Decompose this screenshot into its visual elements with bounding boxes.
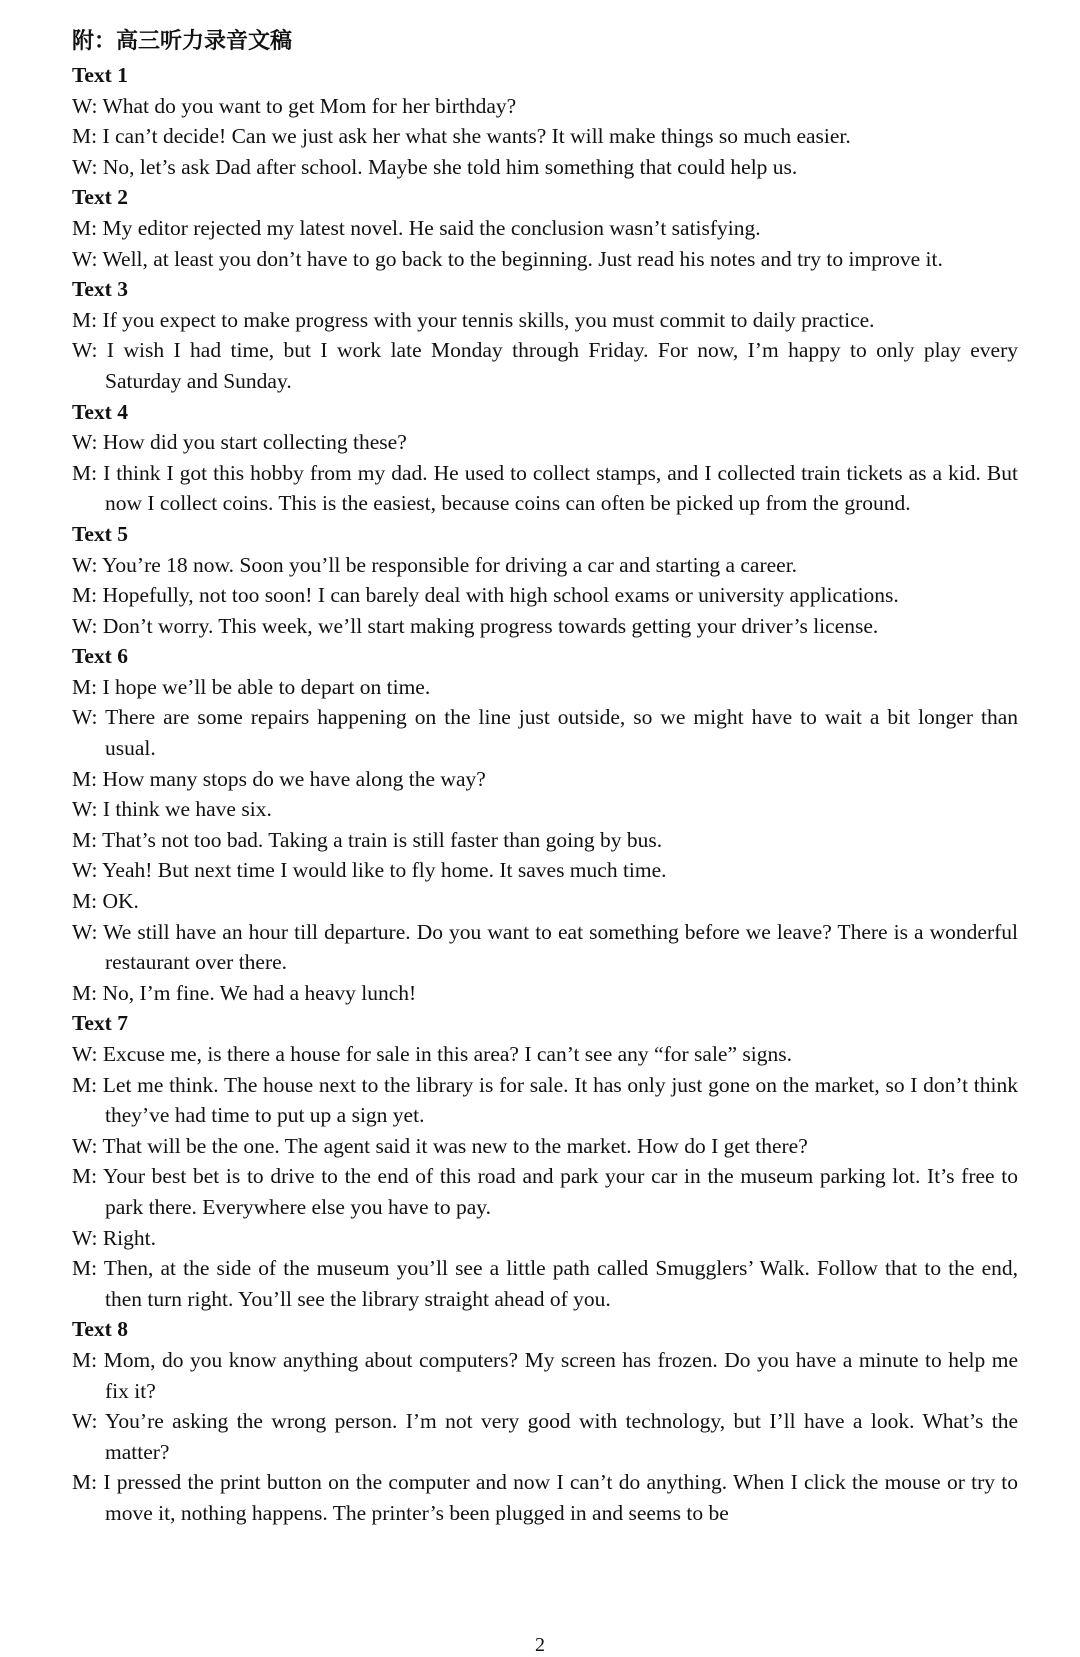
- dialogue-line: M: I pressed the print button on the computer and now I can’t do anything. When I click the mouse or try to move it, nothing happens. The printer’s been plugged in and seems to be: [72, 1470, 1018, 1525]
- section-label: Text 7: [72, 1011, 128, 1036]
- section-label: Text 3: [72, 277, 128, 302]
- dialogue-line: M: If you expect to make progress with your tennis skills, you must commit to daily practice.: [72, 307, 875, 332]
- text-section: [72, 182, 1018, 274]
- dialogue-line: W: No, let’s ask Dad after school. Maybe she told him something that could help us.: [72, 154, 798, 179]
- dialogue-line: M: OK.: [72, 889, 139, 914]
- text-section: [72, 60, 1018, 182]
- dialogue-line: W: What do you want to get Mom for her birthday?: [72, 93, 517, 118]
- text-section: [72, 397, 1018, 519]
- dialogue-line: M: I think I got this hobby from my dad. He used to collect stamps, and I collected train tickets as a kid. But now I collect coins. This is the easiest, because coins can often be picked up from the ground.: [72, 460, 1018, 516]
- page-number: 2: [535, 1634, 545, 1656]
- dialogue-line: M: I can’t decide! Can we just ask her what she wants? It will make things so much easier.: [72, 124, 851, 149]
- dialogue-line: W: That will be the one. The agent said it was new to the market. How do I get there?: [72, 1133, 808, 1158]
- dialogue-line: W: You’re 18 now. Soon you’ll be responsible for driving a car and starting a career.: [72, 552, 798, 577]
- section-label: Text 4: [72, 399, 128, 424]
- section-label: Text 5: [72, 521, 128, 546]
- page-title: 附：高三听力录音文稿: [72, 29, 293, 54]
- transcript-body: [72, 24, 1018, 1529]
- dialogue-line: M: My editor rejected my latest novel. He said the conclusion wasn’t satisfying.: [72, 215, 761, 240]
- text-section: [72, 519, 1018, 641]
- text-section: [72, 1314, 1018, 1528]
- text-section: [72, 641, 1018, 1008]
- text-section: [72, 1008, 1018, 1314]
- dialogue-line: W: Excuse me, is there a house for sale in this area? I can’t see any “for sale” signs.: [72, 1042, 792, 1066]
- dialogue-line: M: Your best bet is to drive to the end of this road and park your car in the museum parking lot. It’s free to park there. Everywhere else you have to pay.: [72, 1164, 1018, 1219]
- dialogue-line: W: How did you start collecting these?: [72, 430, 407, 455]
- text-section: [72, 274, 1018, 396]
- dialogue-line: W: Yeah! But next time I would like to fly home. It saves much time.: [72, 858, 667, 883]
- dialogue-line: M: Mom, do you know anything about computers? My screen has frozen. Do you have a minute to help me fix it?: [72, 1347, 1018, 1403]
- dialogue-line: W: I think we have six.: [72, 797, 272, 822]
- dialogue-line: W: Don’t worry. This week, we’ll start making progress towards getting your driver’s license.: [72, 613, 879, 638]
- dialogue-line: M: That’s not too bad. Taking a train is still faster than going by bus.: [72, 827, 663, 852]
- dialogue-line: W: There are some repairs happening on the line just outside, so we might have to wait a bit longer than usual.: [72, 705, 1018, 761]
- section-label: Text 6: [72, 644, 128, 669]
- section-label: Text 1: [72, 63, 128, 87]
- dialogue-line: M: How many stops do we have along the way?: [72, 766, 486, 791]
- dialogue-line: W: Right.: [72, 1225, 157, 1250]
- section-label: Text 8: [72, 1317, 128, 1342]
- dialogue-line: M: I hope we’ll be able to depart on time.: [72, 674, 431, 699]
- dialogue-line: M: Hopefully, not too soon! I can barely deal with high school exams or university applications.: [72, 583, 899, 608]
- transcript-sections: [72, 60, 1018, 1529]
- dialogue-line: M: Then, at the side of the museum you’ll see a little path called Smugglers’ Walk. Follow that to the end, then turn right. You’ll see the library straight ahead of you.: [72, 1256, 1018, 1311]
- dialogue-line: W: I wish I had time, but I work late Monday through Friday. For now, I’m happy to only play every Saturday and Sunday.: [72, 338, 1018, 393]
- dialogue-line: M: Let me think. The house next to the library is for sale. It has only just gone on the market, so I don’t think they’ve had time to put up a sign yet.: [72, 1072, 1018, 1128]
- dialogue-line: W: Well, at least you don’t have to go back to the beginning. Just read his notes and try to improve it.: [72, 246, 943, 271]
- dialogue-line: M: No, I’m fine. We had a heavy lunch!: [72, 980, 417, 1005]
- dialogue-line: W: You’re asking the wrong person. I’m not very good with technology, but I’ll have a look. What’s the matter?: [72, 1409, 1018, 1464]
- dialogue-line: W: We still have an hour till departure. Do you want to eat something before we leave? There is a wonderful restaurant over there.: [72, 919, 1018, 975]
- section-label: Text 2: [72, 185, 128, 210]
